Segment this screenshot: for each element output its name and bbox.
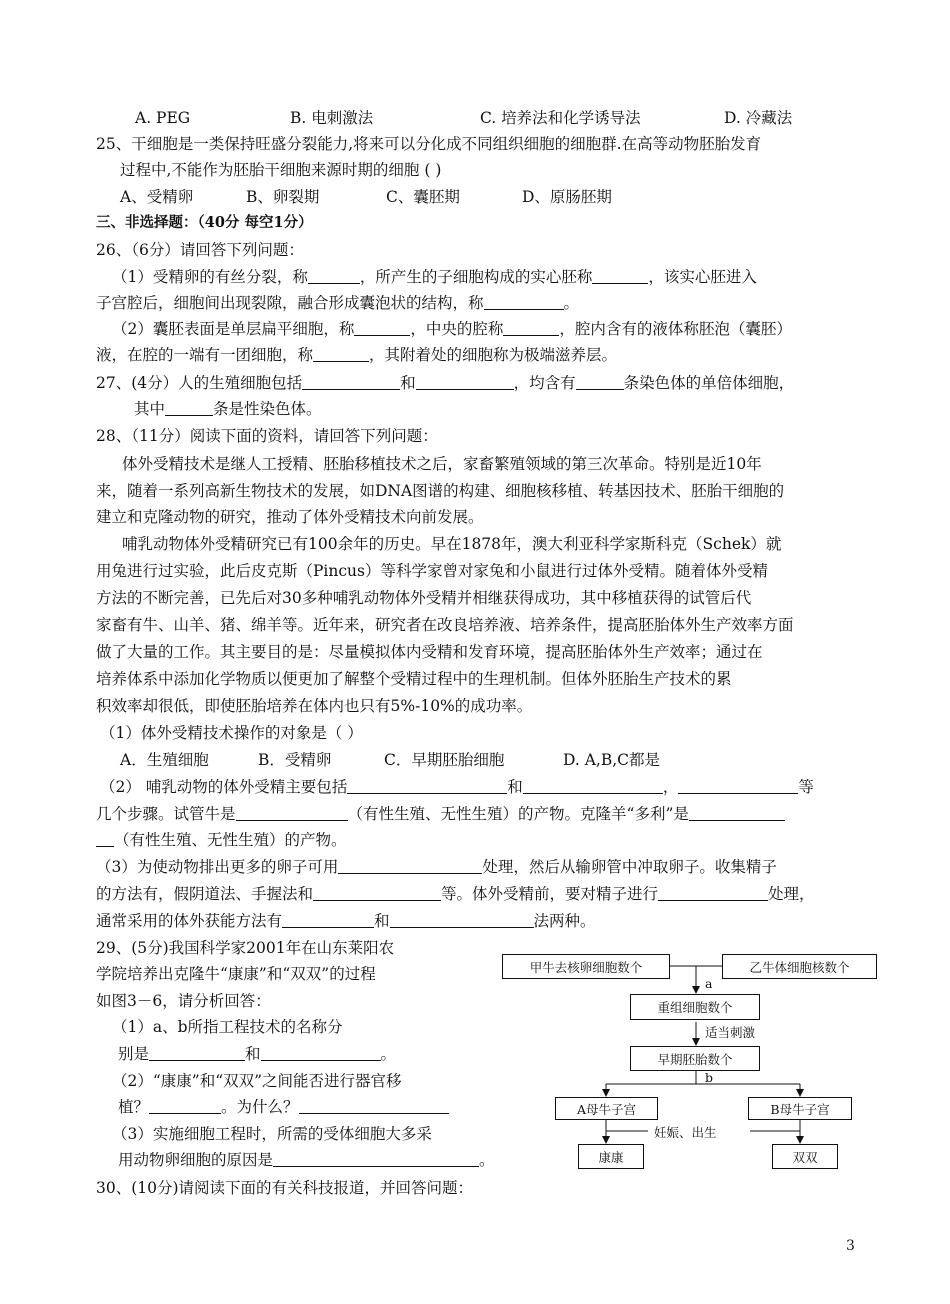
box-cow-a-uterus: A母牛子宫 [555, 1097, 658, 1120]
answer-blank[interactable] [149, 1044, 245, 1061]
q24-option-d: D. 冷藏法 [724, 109, 793, 127]
q27-line1 [96, 372, 794, 394]
q26-p2-line1 [112, 318, 792, 340]
q28-title: 28、（11分）阅读下面的资料，请回答下列问题： [96, 427, 438, 445]
q29-line1: 29、(5分)我国科学家2001年在山东莱阳农 [96, 939, 395, 957]
q26-p1-line1 [112, 266, 757, 288]
box-early-embryo: 早期胚胎数个 [630, 1046, 760, 1071]
answer-blank[interactable] [261, 1044, 381, 1061]
q28-para2-line: 培养体系中添加化学物质以便更加了解整个受精过程中的生理机制。但体外胚胎生产技术的累 [96, 670, 732, 688]
box-shuangshuang: 双双 [772, 1144, 838, 1169]
q26-p1a: （1）受精卵的有丝分裂，称 [112, 268, 308, 286]
q26-p1c: ，该实心胚进入 [648, 268, 757, 286]
q26-p1b: ，所产生的子细胞构成的实心胚称 [359, 268, 593, 286]
q27-f: 条是性染色体。 [213, 400, 322, 418]
answer-blank[interactable] [96, 830, 114, 847]
q28-option-b: B．受精卵 [258, 751, 332, 769]
q29-line7 [118, 1096, 449, 1118]
q28-para2-line: 用兔进行过实验，此后皮克斯（Pincus）等科学家曾对家兔和小鼠进行过体外受精。随着体外受精 [96, 562, 768, 580]
answer-blank[interactable] [354, 319, 410, 336]
q25-option-c: C、囊胚期 [386, 188, 460, 206]
answer-blank[interactable] [236, 804, 348, 821]
answer-blank[interactable] [689, 804, 785, 821]
answer-blank[interactable] [273, 1150, 479, 1167]
answer-blank[interactable] [592, 267, 648, 284]
box-kangkang: 康康 [578, 1144, 644, 1169]
q29-line6: （2）“康康”和“双双”之间能否进行器官移 [112, 1072, 402, 1090]
q28-s2e: 几个步骤。试管牛是 [96, 805, 236, 823]
q28-s2g: （有性生殖、无性生殖）的产物。 [114, 831, 347, 849]
q28-option-d: D. A,B,C都是 [563, 751, 661, 769]
label-a: a [705, 976, 713, 991]
answer-blank[interactable] [390, 911, 534, 928]
q29-line5 [118, 1043, 396, 1065]
q28-para2-line: 哺乳动物体外受精研究已有100余年的历史。早在1878年，澳大利亚科学家斯科克（Schek）就 [122, 535, 782, 553]
q27-e: 其中 [134, 400, 166, 418]
q28-para2-line: 做了大量的工作。其主要目的是：尽量模拟体内受精和发育环境，提高胚胎体外生产效率；通过在 [96, 643, 763, 661]
answer-blank[interactable] [313, 345, 369, 362]
q28-para1-line: 体外受精技术是继人工授精、胚胎移植技术之后，家畜繁殖领域的第三次革命。特别是近10年 [122, 455, 762, 473]
q29-line4: （1）a、b所指工程技术的名称分 [112, 1018, 343, 1036]
answer-blank[interactable] [313, 884, 441, 901]
label-b: b [705, 1070, 714, 1085]
q28-para2-line: 积效率却很低，即使胚胎培养在体内也只有5%-10%的成功率。 [96, 697, 533, 715]
page-number: 3 [846, 1238, 855, 1254]
q24-option-c: C. 培养法和化学诱导法 [480, 109, 641, 127]
label-stimulate: 适当刺激 [705, 1025, 756, 1040]
q29-l9a: 用动物卵细胞的原因是 [118, 1151, 274, 1169]
q28-s2a: （2） 哺乳动物的体外受精主要包括 [100, 778, 348, 796]
q28-para1-line: 建立和克隆动物的研究，推动了体外受精技术向前发展。 [96, 508, 484, 526]
q29-l5c: 。 [380, 1045, 397, 1063]
q28-option-c: C．早期胚胎细胞 [384, 751, 505, 769]
q29-l7b: 。为什么？ [221, 1098, 299, 1116]
q26-p2e: ，其附着处的细胞称为极端滋养层。 [369, 346, 618, 364]
q28-s1: （1）体外受精技术操作的对象是（ ） [100, 724, 363, 742]
answer-blank[interactable] [523, 777, 663, 794]
answer-blank[interactable] [149, 1097, 221, 1114]
q29-l5b: 和 [245, 1045, 261, 1063]
q28-s3h: 法两种。 [533, 912, 596, 930]
q28-s3g: 和 [374, 912, 390, 930]
q26-p1-line2 [96, 292, 579, 314]
q29-l5a: 别是 [118, 1045, 150, 1063]
q27-c: ，均含有 [513, 374, 576, 392]
q29-line3: 如图3－6，请分析回答： [96, 992, 271, 1010]
q28-s3c: 的方法有，假阴道法、手握法和 [96, 885, 314, 903]
q28-s3f: 通常采用的体外获能方法有 [96, 912, 283, 930]
q28-s2-line1 [100, 776, 814, 798]
answer-blank[interactable] [503, 319, 559, 336]
q26-p2c: ，腔内含有的液体称胚泡（囊胚） [559, 320, 792, 338]
q29-line9 [118, 1149, 495, 1171]
q26-p2d: 液，在腔的一端有一团细胞，称 [96, 346, 314, 364]
q26-p1e: 。 [563, 294, 580, 312]
q28-s2c: ， [662, 778, 679, 796]
q28-s3e: 处理， [768, 885, 815, 903]
q28-s3-line1 [96, 856, 777, 878]
q28-s2f: （有性生殖、无性生殖）的产物。克隆羊“多利”是 [347, 805, 689, 823]
answer-blank[interactable] [282, 911, 374, 928]
answer-blank[interactable] [347, 777, 507, 794]
q24-option-a: A. PEG [135, 109, 191, 127]
answer-blank[interactable] [338, 857, 482, 874]
q28-para2-line: 方法的不断完善，已先后对30多种哺乳动物体外受精并相继获得成功，其中移植获得的试管后代 [96, 589, 752, 607]
box-cow-b-uterus: B母牛子宫 [748, 1097, 852, 1120]
q26-p2-line2 [96, 344, 617, 366]
q30-line: 30、(10分)请阅读下面的有关科技报道，并回答问题： [96, 1179, 474, 1197]
answer-blank[interactable] [302, 373, 400, 390]
q27-a: 27、(4分）人的生殖细胞包括 [96, 374, 303, 392]
q27-d: 条染色体的单倍体细胞， [623, 374, 795, 392]
q28-s2-line3 [96, 829, 347, 851]
label-pregnancy-birth: 妊娠、出生 [654, 1125, 717, 1140]
q28-s3-line2 [96, 883, 815, 905]
answer-blank[interactable] [576, 373, 624, 390]
q26-title: 26、（6分）请回答下列问题： [96, 241, 304, 259]
box-somatic-nucleus: 乙牛体细胞核数个 [722, 954, 877, 979]
answer-blank[interactable] [678, 777, 798, 794]
q28-s3a: （3）为使动物排出更多的卵子可用 [96, 858, 339, 876]
answer-blank[interactable] [484, 293, 564, 310]
q27-b: 和 [400, 374, 416, 392]
q28-s3b: 处理，然后从输卵管中冲取卵子。收集精子 [482, 858, 777, 876]
answer-blank[interactable] [165, 399, 213, 416]
q29-line8: （3）实施细胞工程时，所需的受体细胞大多采 [112, 1125, 432, 1143]
q25-line1: 25、干细胞是一类保持旺盛分裂能力,将来可以分化成不同组织细胞的细胞群.在高等动物胚胎发育 [96, 135, 762, 153]
q28-s2b: 和 [507, 778, 523, 796]
section3-title: 三、非选择题：（40分 每空1分） [96, 214, 313, 231]
q27-line2 [134, 398, 322, 420]
q26-p2b: ，中央的腔称 [410, 320, 504, 338]
q28-para1-line: 来，随着一系列高新生物技术的发展，如DNA图谱的构建、细胞核移植、转基因技术、胚胎干细胞的 [96, 482, 785, 500]
q28-option-a: A．生殖细胞 [120, 751, 209, 769]
q29-l7a: 植？ [118, 1098, 150, 1116]
answer-blank[interactable] [658, 884, 768, 901]
q26-p1d: 子宫腔后，细胞间出现裂隙，融合形成囊泡状的结构，称 [96, 294, 484, 312]
q25-line2: 过程中,不能作为胚胎干细胞来源时期的细胞 ( ) [120, 161, 442, 179]
q29-l9b: 。 [479, 1151, 495, 1169]
q28-s3-line3 [96, 910, 596, 932]
q25-option-d: D、原肠胚期 [522, 188, 612, 206]
answer-blank[interactable] [308, 267, 360, 284]
q28-para2-line: 家畜有牛、山羊、猪、绵羊等。近年来，研究者在改良培养液、培养条件，提高胚胎体外生产效率方面 [96, 616, 794, 634]
q26-p2a: （2）囊胚表面是单层扁平细胞，称 [112, 320, 355, 338]
box-recombined-cells: 重组细胞数个 [630, 994, 760, 1020]
q25-option-a: A、受精卵 [120, 188, 194, 206]
q24-option-b: B. 电刺激法 [290, 109, 374, 127]
q28-s2-line2 [96, 803, 785, 825]
box-enucleated-egg: 甲牛去核卵细胞数个 [502, 954, 670, 979]
q25-option-b: B、卵裂期 [246, 188, 320, 206]
q28-s3d: 等。体外受精前，要对精子进行 [441, 885, 659, 903]
answer-blank[interactable] [416, 373, 514, 390]
q29-line2: 学院培养出克隆牛“康康”和“双双”的过程 [96, 965, 376, 983]
answer-blank[interactable] [299, 1097, 449, 1114]
q28-s2d: 等 [798, 778, 814, 796]
